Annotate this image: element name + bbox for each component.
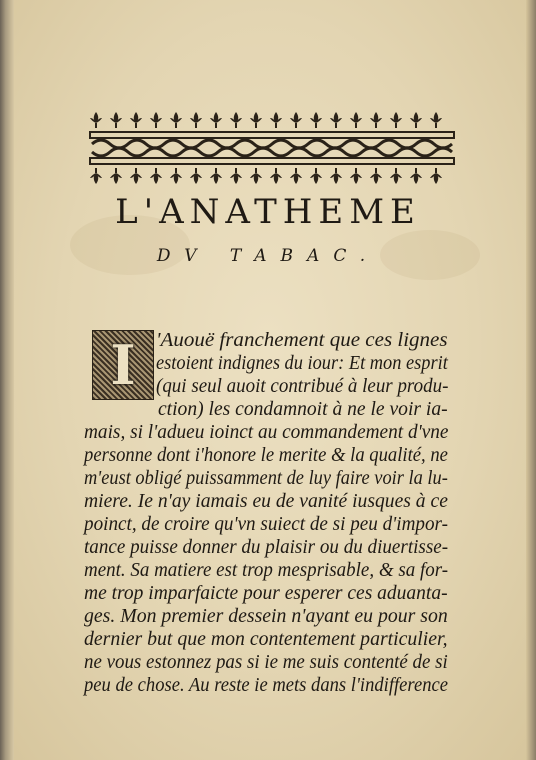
text-line: ne vous estonnez pas si ie me suis contenté de si [84,652,448,673]
text-line: estoient indignes du iour: Et mon esprit [156,353,448,374]
text-line: tance puisse donner du plaisir ou du diuertisse- [84,537,449,558]
initial-letter: I [110,333,136,397]
decorated-initial [92,330,154,400]
text-line: m'eust obligé puissamment de luy faire voir la lu- [84,468,448,489]
page-subtitle: DV TABAC. [156,246,380,266]
text-line: peu de chose. Au reste ie mets dans l'indifference [84,675,448,696]
page-title: L'ANATHEME [115,192,421,232]
text-line: mais, si l'adueu ioinct au commandement d'vne [84,422,449,443]
text-line: dernier but que mon contentement particulier, [84,629,448,650]
book-spine [0,0,14,760]
text-line: ction) les condamnoit à ne le voir ia- [158,399,448,420]
text-line: miere. Ie n'ay iamais eu de vanité iusques à ce [84,491,448,512]
decorative-headpiece [88,110,456,186]
text-line: poinct, de croire qu'vn suiect de si peu d'impor- [84,514,448,535]
text-line: ment. Sa matiere est trop mesprisable, & sa for- [84,560,449,581]
text-line: (qui seul auoit contribué à leur produ- [156,376,449,397]
page-edge [526,0,536,760]
text-line: me trop imparfaicte pour esperer ces aduanta- [84,583,448,604]
text-line: ges. Mon premier dessein n'ayant eu pour son [84,606,448,627]
text-line: 'Auouë franchement que ces lignes [156,330,448,351]
text-line: personne dont i'honore le merite & la qualité, ne [84,445,448,466]
